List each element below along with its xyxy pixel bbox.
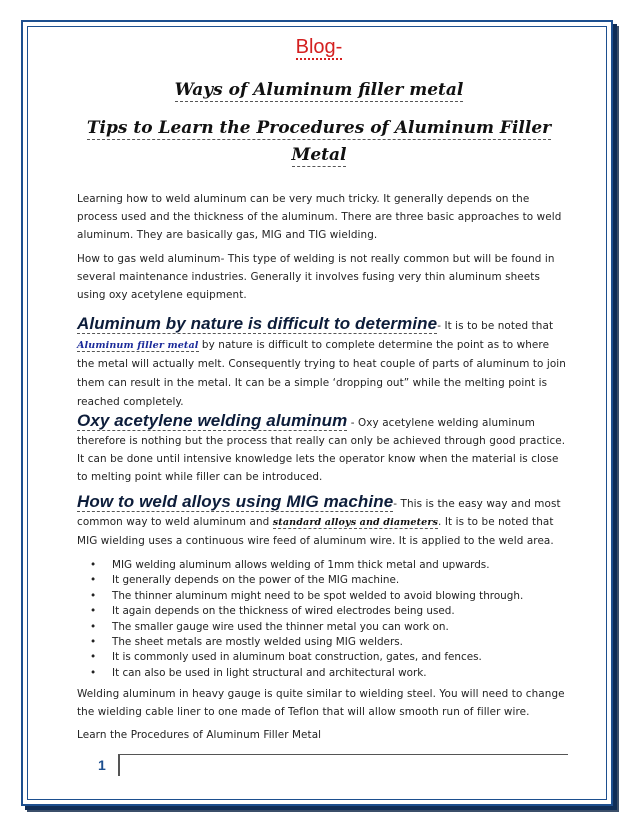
footer-divider — [118, 754, 568, 755]
list-item: • The thinner aluminum might need to be spot welded to avoid blowing through. — [112, 589, 567, 604]
list-item: • The smaller gauge wire used the thinner metal you can work on. — [112, 620, 567, 635]
section-aluminum-nature: Aluminum by nature is difficult to determine- It is to be noted that Aluminum filler metal by nature is difficult to complete determine the point as to where the metal will actually melt. Consequently trying to heat couple of parts of aluminum to join them can result in the metal. It can be a simple ‘dropping out” while the melting point is reached completely. — [77, 314, 566, 408]
bullet-icon: • — [90, 605, 97, 618]
page-number: 1 — [98, 757, 106, 773]
bullet-icon: • — [90, 589, 97, 602]
closing-paragraph: Welding aluminum in heavy gauge is quite similar to wielding steel. You will need to change the wielding cable liner to one made of Teflon that will allow smooth run of filler wire. — [77, 688, 565, 718]
list-item: • It is commonly used in aluminum boat construction, gates, and fences. — [112, 650, 567, 665]
page-title: Ways of Aluminum filler metal — [174, 80, 464, 100]
bullet-icon: • — [90, 636, 97, 649]
bullet-icon: • — [90, 620, 97, 633]
bullet-icon: • — [90, 559, 97, 571]
section-heading: Oxy acetylene welding aluminum — [77, 411, 348, 430]
gas-weld-paragraph: How to gas weld aluminum- This type of welding is not really common but will be found in several maintenance industries. Generally it involves fusing very thin aluminum sheets using oxy acetylene equipment. — [77, 253, 555, 301]
bullet-icon: • — [90, 666, 97, 679]
bullet-icon: • — [90, 574, 97, 587]
standard-alloys-link[interactable]: standard alloys and diameters — [272, 517, 439, 528]
bullet-icon: • — [90, 651, 97, 664]
intro-paragraph: Learning how to weld aluminum can be very much tricky. It generally depends on the process used and the thickness of the aluminum. There are three basic approaches to weld aluminum. They are basically gas, MIG and TIG wielding. — [77, 193, 562, 241]
list-item: • The sheet metals are mostly welded using MIG welders. — [112, 635, 567, 650]
footer-divider-vertical — [118, 754, 120, 776]
list-item: • It again depends on the thickness of wired electrodes being used. — [112, 604, 567, 619]
mig-bullet-list — [77, 558, 567, 681]
section-mig-machine: How to weld alloys using MIG machine- This is the easy way and most common way to weld aluminum and standard alloys and diameters. It is to be noted that MIG wielding uses a continuous wire feed of aluminum wire. It is applied to the weld area. — [77, 492, 561, 547]
section-oxy-acetylene: Oxy acetylene welding aluminum - Oxy acetylene welding aluminum therefore is nothing but the process that really can only be achieved through good practice. It can be done until intensive knowledge lets the operator know when the material is close to melting point while filler can be introduced. — [77, 411, 566, 483]
list-item: • It generally depends on the power of the MIG machine. — [112, 573, 567, 588]
closing-line: Learn the Procedures of Aluminum Filler Metal — [77, 729, 322, 741]
list-item: • MIG welding aluminum allows welding of 1mm thick metal and upwards. — [112, 558, 567, 573]
blog-label: Blog- — [295, 36, 343, 58]
section-heading: Aluminum by nature is difficult to determine — [77, 314, 438, 333]
aluminum-filler-metal-link[interactable]: Aluminum filler metal — [77, 340, 199, 351]
section-heading: How to weld alloys using MIG machine — [77, 492, 394, 511]
list-item: • It can also be used in light structural and architectural work. — [112, 666, 567, 681]
page-subtitle: Tips to Learn the Procedures of Aluminum Filler Metal — [86, 118, 552, 165]
